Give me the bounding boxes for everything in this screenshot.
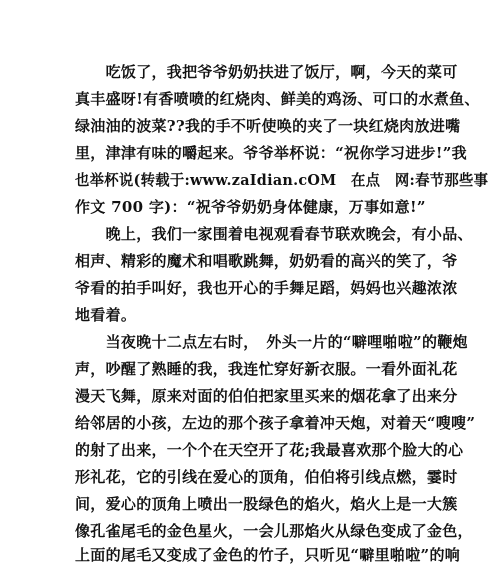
text-line: 给邻居的小孩，左边的那个孩子拿着冲天炮，对着天“嗖嗖”: [75, 414, 476, 432]
text-line: 里，津津有味的嚼起来。爷爷举杯说：“祝你学习进步!”我: [75, 144, 467, 162]
text-line: 声，吵醒了熟睡的我，我连忙穿好新衣服。一看外面礼花: [75, 360, 458, 378]
text-line: 当夜晚十二点左右时， 外头一片的“噼哩啪啦”的鞭炮: [75, 333, 468, 351]
text-line: 绿油油的波菜??我的手不听使唤的夹了一块红烧肉放进嘴: [75, 117, 461, 135]
text-line: 爷看的拍手叫好，我也开心的手舞足蹈，妈妈也兴趣浓浓: [75, 279, 458, 297]
text-line: 上面的尾毛又变成了金色的竹子，只听见“噼里啪啦”的响: [75, 546, 461, 564]
text-line: 作文 700 字)：“祝爷爷奶奶身体健康，万事如意!”: [75, 198, 426, 216]
text-line: 漫天飞舞，原来对面的伯伯把家里买来的烟花拿了出来分: [75, 387, 458, 405]
text-line: 也举杯说(转载于:www.zaIdian.cOM 在点 网:春节那些事: [75, 171, 489, 189]
text-line: 间，爱心的顶角上喷出一股绿色的焰火，焰火上是一大簇: [75, 495, 458, 513]
text-line: 像孔雀尾毛的金色星火，一会儿那焰火从绿色变成了金色，: [75, 522, 473, 540]
text-line: 形礼花，它的引线在爱心的顶角，伯伯将引线点燃，霎时: [75, 468, 458, 486]
text-line: 相声、精彩的魔术和唱歌跳舞，奶奶看的高兴的笑了，爷: [75, 252, 458, 270]
text-line: 地看着。: [75, 306, 137, 324]
text-line: 的射了出来，一个个在天空开了花;我最喜欢那个脸大的心: [75, 441, 464, 459]
text-line: 真丰盛呀!有香喷喷的红烧肉、鲜美的鸡汤、可口的水煮鱼、: [75, 90, 480, 108]
text-line: 晚上，我们一家围着电视观看春节联欢晚会，有小品、: [75, 225, 473, 243]
text-line: 吃饭了，我把爷爷奶奶扶进了饭厅，啊，今天的菜可: [75, 63, 458, 81]
